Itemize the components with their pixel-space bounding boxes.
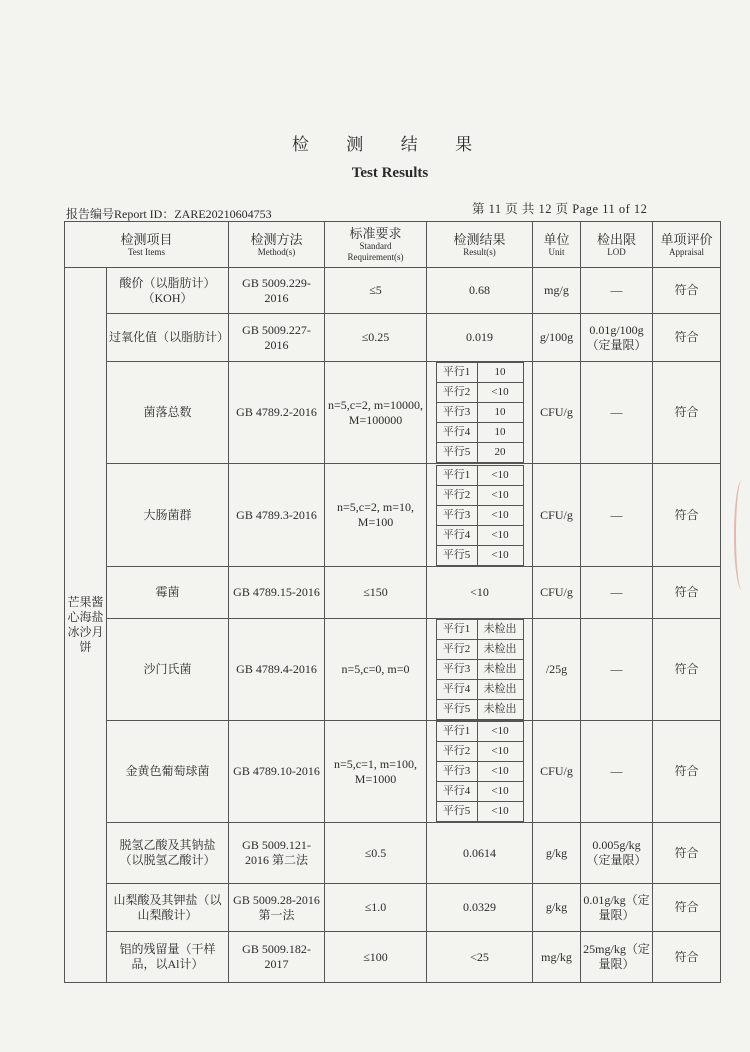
header-unit: 单位 Unit bbox=[533, 222, 581, 268]
test-method: GB 4789.2-2016 bbox=[229, 362, 325, 464]
appraisal: 符合 bbox=[653, 823, 721, 884]
parallel-value: 未检出 bbox=[477, 640, 523, 660]
standard-requirement: n=5,c=1, m=100, M=1000 bbox=[325, 721, 427, 823]
parallel-results-table bbox=[436, 465, 524, 566]
parallel-value: 未检出 bbox=[477, 680, 523, 700]
parallel-row bbox=[436, 700, 523, 720]
sample-name: 芒果酱心海盐冰沙月饼 bbox=[65, 268, 107, 983]
table-row bbox=[65, 314, 721, 362]
table-row bbox=[65, 932, 721, 983]
parallel-value: <10 bbox=[477, 383, 523, 403]
parallel-label: 平行5 bbox=[436, 700, 477, 720]
parallel-label: 平行3 bbox=[436, 403, 477, 423]
unit: CFU/g bbox=[533, 567, 581, 619]
appraisal: 符合 bbox=[653, 619, 721, 721]
test-item: 酸价（以脂肪计）（KOH） bbox=[107, 268, 229, 314]
standard-requirement: n=5,c=2, m=10000, M=100000 bbox=[325, 362, 427, 464]
unit: CFU/g bbox=[533, 362, 581, 464]
parallel-row bbox=[436, 620, 523, 640]
result-parallels bbox=[427, 721, 533, 823]
lod: — bbox=[581, 464, 653, 567]
parallel-label: 平行1 bbox=[436, 465, 477, 485]
table-row bbox=[65, 721, 721, 823]
lod: — bbox=[581, 268, 653, 314]
parallel-label: 平行4 bbox=[436, 423, 477, 443]
parallel-value: 10 bbox=[477, 423, 523, 443]
appraisal: 符合 bbox=[653, 268, 721, 314]
parallel-value: <10 bbox=[477, 505, 523, 525]
header-lod: 检出限 LOD bbox=[581, 222, 653, 268]
parallel-row bbox=[436, 762, 523, 782]
test-method: GB 4789.3-2016 bbox=[229, 464, 325, 567]
parallel-label: 平行3 bbox=[436, 660, 477, 680]
parallel-results-table bbox=[436, 721, 524, 822]
test-method: GB 4789.15-2016 bbox=[229, 567, 325, 619]
seal-stamp-edge bbox=[734, 480, 750, 590]
standard-requirement: ≤5 bbox=[325, 268, 427, 314]
parallel-label: 平行3 bbox=[436, 505, 477, 525]
report-id: 报告编号Report ID：ZARE20210604753 bbox=[66, 207, 272, 221]
appraisal: 符合 bbox=[653, 721, 721, 823]
test-method: GB 5009.28-2016 第一法 bbox=[229, 884, 325, 932]
lod: — bbox=[581, 721, 653, 823]
parallel-label: 平行2 bbox=[436, 640, 477, 660]
appraisal: 符合 bbox=[653, 464, 721, 567]
header-standard: 标准要求 Standard Requirement(s) bbox=[325, 222, 427, 268]
parallel-row bbox=[436, 465, 523, 485]
unit: mg/kg bbox=[533, 932, 581, 983]
appraisal: 符合 bbox=[653, 567, 721, 619]
parallel-value: <10 bbox=[477, 722, 523, 742]
parallel-value: <10 bbox=[477, 782, 523, 802]
lod: 0.01g/kg（定量限） bbox=[581, 884, 653, 932]
test-result: <25 bbox=[427, 932, 533, 983]
standard-requirement: ≤0.25 bbox=[325, 314, 427, 362]
table-row bbox=[65, 823, 721, 884]
lod: 0.005g/kg（定量限） bbox=[581, 823, 653, 884]
lod: — bbox=[581, 362, 653, 464]
test-result: 0.0329 bbox=[427, 884, 533, 932]
parallel-row bbox=[436, 423, 523, 443]
results-table bbox=[64, 221, 721, 983]
parallel-row bbox=[436, 363, 523, 383]
lod: 0.01g/100g（定量限） bbox=[581, 314, 653, 362]
parallel-row bbox=[436, 505, 523, 525]
parallel-label: 平行5 bbox=[436, 443, 477, 463]
parallel-value: 未检出 bbox=[477, 660, 523, 680]
parallel-row bbox=[436, 680, 523, 700]
parallel-row bbox=[436, 545, 523, 565]
test-item: 沙门氏菌 bbox=[107, 619, 229, 721]
appraisal: 符合 bbox=[653, 314, 721, 362]
parallel-label: 平行2 bbox=[436, 383, 477, 403]
standard-requirement: ≤1.0 bbox=[325, 884, 427, 932]
parallel-label: 平行4 bbox=[436, 525, 477, 545]
report-title-en: Test Results bbox=[351, 165, 429, 181]
standard-requirement: ≤100 bbox=[325, 932, 427, 983]
test-result: 0.019 bbox=[427, 314, 533, 362]
unit: CFU/g bbox=[533, 464, 581, 567]
parallel-row bbox=[436, 802, 523, 822]
parallel-label: 平行1 bbox=[436, 722, 477, 742]
lod: — bbox=[581, 619, 653, 721]
parallel-value: <10 bbox=[477, 762, 523, 782]
test-item: 霉菌 bbox=[107, 567, 229, 619]
test-result: <10 bbox=[427, 567, 533, 619]
lod: 25mg/kg（定量限） bbox=[581, 932, 653, 983]
lod: — bbox=[581, 567, 653, 619]
unit: mg/g bbox=[533, 268, 581, 314]
parallel-row bbox=[436, 640, 523, 660]
report-title-cn: 检 测 结 果 bbox=[291, 135, 489, 155]
parallel-row bbox=[436, 525, 523, 545]
result-parallels bbox=[427, 464, 533, 567]
parallel-label: 平行1 bbox=[436, 620, 477, 640]
parallel-value: <10 bbox=[477, 742, 523, 762]
appraisal: 符合 bbox=[653, 932, 721, 983]
parallel-value: 未检出 bbox=[477, 620, 523, 640]
table-row bbox=[65, 567, 721, 619]
test-item: 脱氢乙酸及其钠盐（以脱氢乙酸计） bbox=[107, 823, 229, 884]
unit: /25g bbox=[533, 619, 581, 721]
parallel-row bbox=[436, 782, 523, 802]
header-appraisal: 单项评价 Appraisal bbox=[653, 222, 721, 268]
test-result: 0.0614 bbox=[427, 823, 533, 884]
parallel-label: 平行2 bbox=[436, 742, 477, 762]
parallel-value: <10 bbox=[477, 485, 523, 505]
test-method: GB 4789.4-2016 bbox=[229, 619, 325, 721]
unit: g/kg bbox=[533, 884, 581, 932]
table-row bbox=[65, 884, 721, 932]
parallel-results-table bbox=[436, 362, 524, 463]
test-method: GB 5009.227-2016 bbox=[229, 314, 325, 362]
parallel-value: 未检出 bbox=[477, 700, 523, 720]
parallel-row bbox=[436, 443, 523, 463]
parallel-value: <10 bbox=[477, 525, 523, 545]
result-parallels bbox=[427, 362, 533, 464]
table-row bbox=[65, 464, 721, 567]
test-result: 0.68 bbox=[427, 268, 533, 314]
unit: g/kg bbox=[533, 823, 581, 884]
parallel-value: 10 bbox=[477, 403, 523, 423]
parallel-row bbox=[436, 722, 523, 742]
parallel-label: 平行5 bbox=[436, 802, 477, 822]
page-number: 第 11 页 共 12 页 Page 11 of 12 bbox=[472, 202, 648, 216]
parallel-label: 平行4 bbox=[436, 680, 477, 700]
parallel-row bbox=[436, 383, 523, 403]
parallel-row bbox=[436, 742, 523, 762]
test-method: GB 4789.10-2016 bbox=[229, 721, 325, 823]
parallel-results-table bbox=[436, 619, 524, 720]
standard-requirement: n=5,c=2, m=10, M=100 bbox=[325, 464, 427, 567]
test-method: GB 5009.121-2016 第二法 bbox=[229, 823, 325, 884]
parallel-row bbox=[436, 485, 523, 505]
table-header-row bbox=[65, 222, 721, 268]
appraisal: 符合 bbox=[653, 362, 721, 464]
header-method: 检测方法 Method(s) bbox=[229, 222, 325, 268]
standard-requirement: ≤0.5 bbox=[325, 823, 427, 884]
test-item: 大肠菌群 bbox=[107, 464, 229, 567]
parallel-value: <10 bbox=[477, 465, 523, 485]
result-parallels bbox=[427, 619, 533, 721]
standard-requirement: ≤150 bbox=[325, 567, 427, 619]
parallel-label: 平行2 bbox=[436, 485, 477, 505]
parallel-label: 平行5 bbox=[436, 545, 477, 565]
parallel-label: 平行4 bbox=[436, 782, 477, 802]
table-row bbox=[65, 268, 721, 314]
table-row bbox=[65, 362, 721, 464]
parallel-label: 平行3 bbox=[436, 762, 477, 782]
test-item: 菌落总数 bbox=[107, 362, 229, 464]
parallel-value: <10 bbox=[477, 545, 523, 565]
test-item: 金黄色葡萄球菌 bbox=[107, 721, 229, 823]
test-item: 铝的残留量（干样品，以Al计） bbox=[107, 932, 229, 983]
table-row bbox=[65, 619, 721, 721]
parallel-value: <10 bbox=[477, 802, 523, 822]
header-result: 检测结果 Result(s) bbox=[427, 222, 533, 268]
parallel-value: 10 bbox=[477, 363, 523, 383]
parallel-value: 20 bbox=[477, 443, 523, 463]
parallel-label: 平行1 bbox=[436, 363, 477, 383]
test-item: 过氧化值（以脂肪计） bbox=[107, 314, 229, 362]
unit: CFU/g bbox=[533, 721, 581, 823]
test-item: 山梨酸及其钾盐（以山梨酸计） bbox=[107, 884, 229, 932]
standard-requirement: n=5,c=0, m=0 bbox=[325, 619, 427, 721]
appraisal: 符合 bbox=[653, 884, 721, 932]
unit: g/100g bbox=[533, 314, 581, 362]
header-test-items: 检测项目 Test Items bbox=[65, 222, 229, 268]
parallel-row bbox=[436, 403, 523, 423]
test-method: GB 5009.229-2016 bbox=[229, 268, 325, 314]
test-method: GB 5009.182-2017 bbox=[229, 932, 325, 983]
parallel-row bbox=[436, 660, 523, 680]
